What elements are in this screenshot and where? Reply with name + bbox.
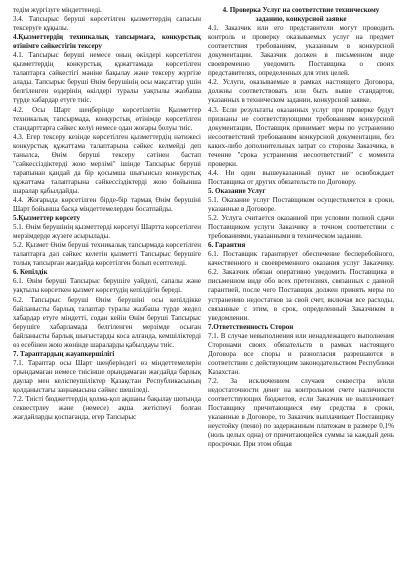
paragraph: 4.4. Жоғарыда көрсетілген бірде-бір тармақ Өнім берушіні Шарт бойынша басқа міндеттемелерден босатпайды. — [13, 195, 201, 214]
section-heading: 6. Кепілдік — [13, 268, 48, 277]
section-heading: 7.Ответственность Сторон — [208, 322, 294, 331]
section-heading: 4.Қызметтердің техникалық тапсырмаға, конкурстық өтінімге сәйкестігін тексеру — [13, 33, 201, 51]
section-heading: 5. Оказание Услуг — [208, 186, 266, 195]
paragraph: 4.2. Услуги, оказываемые в рамках настоящего Договора, должны соответствовать или быть выше стандартов, указанных в техническом задании, конкурсной заявке. — [208, 78, 394, 105]
paragraph: 5.2. Қызмет Өнім беруші техникалық тапсырмада көрсетілген талаптарға дәл сәйкес келетін қызметті Тапсырыс берушіге толық тапсырған жағдайда көрсетілген болып есептеледі. — [13, 241, 201, 268]
paragraph: 7.1. В случае невыполнения или ненадлежащего выполнения Сторонами своих обязательств в рамках настоящего Договора все споры и разногласия разрешаются в соответствии с действующим законодательством Республики Казахстан. — [208, 331, 394, 376]
paragraph: тедім жүргізуге міндеттенеді. — [13, 6, 102, 14]
section-heading: 7. Тараптардың жауапкершілігі — [13, 349, 115, 358]
russian-text-column — [208, 6, 394, 565]
paragraph: 4.1. Заказчик или его представители могут проводить контроль и проверку оказываемых услуг на предмет соответствия требованиям, указанным в конкурсной документации. Заказчик должен в письменном виде своевременно уведомить Поставщика о своих представителях, определенных для этих целей. — [208, 24, 394, 78]
paragraph: 5.2. Услуга считается оказанной при условии полной сдачи Поставщиком услуги Заказчику в точном соответствии с требованиями, указанными в техническом задании. — [208, 214, 394, 241]
paragraph: 4.4. Ни один вышеуказанный пункт не освобождает Поставщика от других обязательств по Договору. — [208, 168, 394, 186]
paragraph: 7.2. Тиісті бюджеттердің қолма-қол ақшаны бақылау шотында секвестрлеу және (немесе) ақша жетіспеуі болған жағдайларды қоспағанда, егер Тапсырыс — [13, 395, 201, 422]
paragraph: 7.2. За исключением случаев секвестра и/или недостаточности денег на контрольном счете наличности соответствующих бюджетов, если Заказчик не выплачивает Поставщику причитающиеся ему средства в сроки, указанные в Договоре, то Заказчик выплачивает Поставщику неустойку (пеню) по задержанным платежам в размере 0,1% (ноль целых одна) от причитающейся суммы за каждый день просрочки. При этом общая — [208, 376, 394, 449]
paragraph: 5.1. Оказание услуг Поставщиком осуществляется в сроки, указанные в Договоре. — [208, 195, 394, 214]
paragraph: 3.4. Тапсырыс беруші көрсетілген қызметтердің сапасын тексеруге құқылы. — [13, 15, 201, 33]
paragraph: 5.1. Өнім берушінің қызметтерді көрсетуі Шартта көрсетілген мерзімдерде жүзеге асырылады. — [13, 223, 201, 241]
paragraph: 6.1. Поставщик гарантирует обеспечение бесперебойного, качественного и своевременного оказания услуг Заказчику. 6.2. Заказчик обязан оперативно уведомить Поставщика в письменном виде обо всех претензиях, связанных с данной гарантией, после чего Поставщик должен принять меры по устранению недостатков за свой счет, включая все расходы, связанные с этим, в срок, определенный Заказчиком в уведомлении. — [208, 250, 394, 322]
section-heading: 5.Қызметтер көрсету — [13, 214, 81, 223]
kazakh-text-column — [13, 6, 201, 565]
paragraph: 4.1. Тапсырыс беруші немесе оның өкілдері көрсетілген қызметтердің конкурстық құжаттамада көрсетілген талаптарға сәйкестігі мәніне бақылау және тексеру жүргізе алады. Тапсырыс беруші Өнім берушінің осы мақсаттар үшін белгіленген өздерінің өкілдері туралы уақтылы жазбаша түрде хабардар етуге тиіс. — [13, 51, 201, 105]
section-heading: 4. Проверка Услуг на соответствие техническому заданию, конкурсной заявке — [222, 6, 380, 24]
paragraph: 4.3. Если результаты оказанных услуг при проверке будут признаны не соответствующими требованиям конкурсной документации, Поставщик принимает меры по устранению несоответствий требованиям конкурсной документации, без каких-либо дополнительных затрат со стороны Заказчика, в течение "срока устранения несоответствий" с момента проверки. — [208, 105, 394, 168]
paragraph: 7.1. Тараптар осы Шарт шеңберіндегі өз міндеттемелерін орындамаған немесе тиісінше орындамаған жағдайда барлық даулар мен келіспеушіліктер Қазақстан Республикасының қолданыстағы заңнамасына сәйкес шешіледі. — [13, 358, 201, 394]
section-heading: 6. Гарантия — [208, 241, 246, 250]
paragraph: 6.2. Тапсырыс беруші Өнім берушіні осы кепілдікке байланысты барлық талаптар туралы жазбаша түрде жедел хабардар етуге міндетті, содан кейін Өнім беруші Тапсырыс берушіге хабарламада белгіленген мерзімде осыған байланысты барлық шығыстарды коса алғанда, кемшіліктерді өз есебінен жою жөнінде шараларды қабылдауы тиіс. — [13, 295, 201, 349]
paragraph: 4.2. Осы Шарт шеңберінде көрсетілетін Қызметтер техникалық тапсырмада, конкурстық өтінімде көрсетілген стандарттарға сәйкес келуі немесе одан жоғары болуы тиіс. — [13, 105, 201, 132]
paragraph: 4.3. Егер тексеру кезінде көрсетілген қызметтердің нәтижесі конкурстық құжаттама талаптарына сәйкес келмейді деп танылса, Өнім беруші тексеру сәтінен бастап "сәйкессіздіктерді жою мерзімі" ішінде Тапсырыс беруші тарапынан қандай да бір қосымша шығынсыз конкурстық құжаттама талаптарына сәйкессіздіктерді жою бойынша шаралар қабылдайды. — [13, 132, 201, 195]
paragraph: 6.1. Өнім беруші Тапсырыс берушіге уәйделі, сапалы және уақтылы көрсеткен қызмет көрсетудің кепілдігін береді. — [13, 277, 201, 295]
